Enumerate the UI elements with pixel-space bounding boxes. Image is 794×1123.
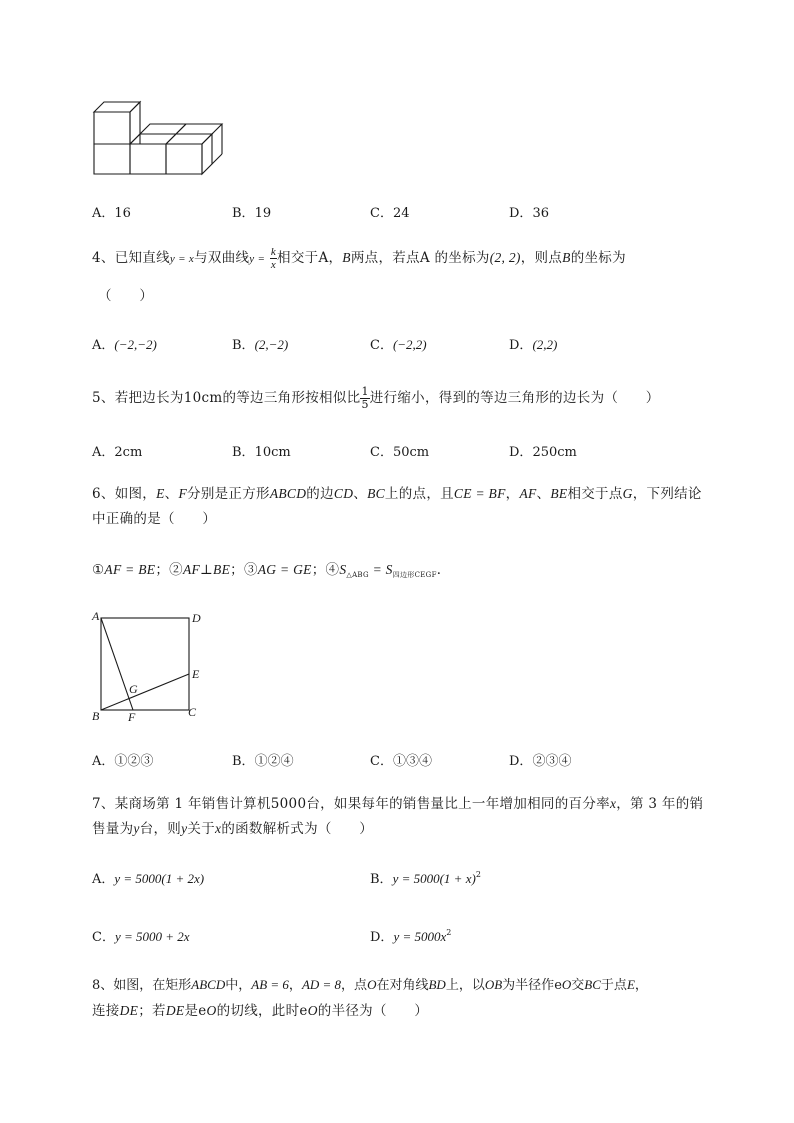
q7-option-b[interactable]: B．$y = 5000(1 + x)^2$ <box>370 870 481 887</box>
q6-option-d[interactable]: D．②③④ <box>509 754 572 769</box>
q6-option-c[interactable]: C．①③④ <box>370 754 432 769</box>
q8-stem-line1: 8、如图，在矩形ABCD中，AB = 6，AD = 8，点O在对角线BD上，以OB为半径作eO交BC于点E， <box>92 977 648 993</box>
q4-stem: 4、已知直线y = x与双曲线y = $\frac{k}{x}$ 相交于A，B两点，若点A 的坐标为(2, 2)，则点B的坐标为 <box>92 246 626 271</box>
q3-option-a[interactable]: A．16 <box>92 206 131 221</box>
q7-stem-line2: 售量为y台，则y关于x的函数解析式为（ ） <box>92 821 374 837</box>
square-abcd-figure <box>88 608 208 723</box>
q5-option-a[interactable]: A．2cm <box>92 445 143 460</box>
q3-option-b[interactable]: B．19 <box>232 206 272 221</box>
q7-option-a[interactable]: A．y = 5000(1 + 2x) <box>92 871 205 887</box>
q6-stem-line2: 中正确的是（ ） <box>92 511 217 527</box>
q8-stem-line2: 连接DE；若DE是eO的切线，此时eO的半径为（ ） <box>92 1003 429 1019</box>
q4-option-c[interactable]: C．(−2,2) <box>370 337 427 353</box>
q7-option-d[interactable]: D．$y = 5000x^2$ <box>370 928 452 945</box>
q4-option-b[interactable]: B．(2,−2) <box>232 337 289 353</box>
q5-fraction: $\frac{1}{5}$ <box>361 385 369 411</box>
label-d: D <box>192 611 201 625</box>
q6-option-a[interactable]: A．①②③ <box>92 754 154 769</box>
label-f: F <box>128 710 136 723</box>
cube-stack-figure <box>90 98 230 178</box>
q5-option-b[interactable]: B．10cm <box>232 445 291 460</box>
q4-answer-paren: （ ） <box>98 288 154 304</box>
q3-option-c[interactable]: C．24 <box>370 206 410 221</box>
label-e: E <box>192 667 200 681</box>
q5-option-c[interactable]: C．50cm <box>370 445 430 460</box>
q6-option-b[interactable]: B．①②④ <box>232 754 294 769</box>
q3-option-d[interactable]: D．36 <box>509 206 549 221</box>
q4-fraction: $\frac{k}{x}$ <box>270 246 277 271</box>
q4-option-a[interactable]: A．(−2,−2) <box>92 337 157 353</box>
q6-stem-line1: 6、如图，E、F分别是正方形ABCD的边CD、BC上的点，且CE = BF，AF、BE相交于点G，下列结论 <box>92 486 702 502</box>
q5-stem: 5、若把边长为10cm的等边三角形按相似比 $\frac{1}{5}$ 进行缩小，得到的等边三角形的边长为（ ） <box>92 385 660 411</box>
q6-statements: ①AF = BE；②AF⊥BE；③AG = GE；$④S_{\triangle ABG} = S_{四边形CEGF}$． <box>92 562 451 579</box>
q7-option-c[interactable]: C．y = 5000 + 2x <box>92 929 190 945</box>
q5-option-d[interactable]: D．250cm <box>509 445 577 460</box>
label-c: C <box>188 705 197 719</box>
label-g: G <box>129 682 138 696</box>
q7-stem-line1: 7、某商场第 1 年销售计算机5000台，如果每年的销售量比上一年增加相同的百分率x，第 3 年的销 <box>92 796 704 812</box>
label-a: A <box>92 609 100 623</box>
q4-option-d[interactable]: D．(2,2) <box>509 337 558 353</box>
label-b: B <box>92 709 100 723</box>
